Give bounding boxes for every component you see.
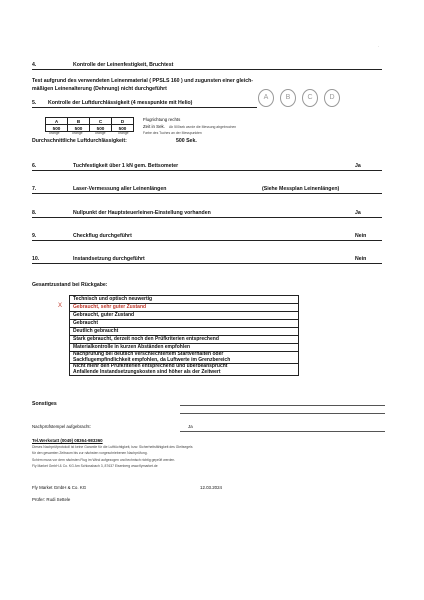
air-value-c: 500 — [90, 125, 112, 132]
condition-item-selected: Gebraucht, sehr guter Zustand — [70, 304, 298, 312]
sonstiges-line-2 — [180, 413, 385, 414]
examiner-name: Prüfer: Rudi Settele — [32, 497, 71, 502]
time-label: Zeit in Sek. — [143, 124, 165, 129]
condition-item-multiline — [70, 364, 298, 375]
color-d: orange — [118, 131, 129, 135]
stamp-underline — [180, 431, 385, 432]
condition-item: Technisch und optisch neuwertig — [70, 296, 298, 304]
test-text-line-1: Test aufgrund des verwendeten Leinenmaterial ( PPSLS 160 ) und zugunsten einer gleich- — [32, 78, 253, 84]
air-value-a: 500 — [46, 125, 68, 132]
section-10-underline — [32, 263, 382, 264]
measurement-point-d: D — [324, 89, 340, 107]
air-header-c: C — [90, 118, 112, 125]
sonstiges-label: Sonstiges — [32, 401, 57, 407]
section-5-number: 5. — [32, 100, 37, 106]
corner-mark: · — [378, 44, 380, 49]
condition-item-line: Anfallende Instandsetzungskosten sind höher als der Zeitwert — [73, 368, 221, 375]
section-8-number: 8. — [32, 210, 37, 216]
condition-check-mark: X — [58, 303, 63, 309]
section-8-answer: Ja — [355, 210, 361, 216]
section-8-title: Nullpunkt der Hauptsteuerleinen-Einstellung vorhanden — [73, 210, 211, 216]
report-date: 12.03.2024 — [200, 485, 222, 490]
air-permeability-table — [45, 117, 134, 132]
stamp-value: Ja — [188, 424, 193, 429]
air-header-b: B — [68, 118, 90, 125]
condition-item: Stark gebraucht, derzeit noch den Prüfkriterien entsprechend — [70, 336, 298, 344]
section-9-title: Checkflug durchgeführt — [73, 233, 132, 239]
measurement-point-c: C — [302, 89, 318, 107]
fine-print-line: für den gesamten Zeitraum bis zur nächsten vorgeschriebenen Nachprüfung. — [32, 451, 148, 455]
section-7-underline — [32, 193, 382, 194]
stamp-label: Nachprüfstempel aufgebracht: — [32, 424, 91, 429]
fine-print-line: Schirm muss vor dem nächsten Flug im Wind aufgezogen und technisch richtig geprüft werden. — [32, 458, 176, 462]
air-header-d: D — [112, 118, 134, 125]
condition-item-line: Nachprüfung bei deutlich verschlechtertem Startverhalten oder — [73, 351, 224, 357]
air-value-d: 500 — [112, 125, 134, 132]
color-a: orange — [49, 131, 60, 135]
sonstiges-line-1 — [180, 405, 385, 406]
air-value-b: 500 — [68, 125, 90, 132]
section-7-title: Laser-Vermessung aller Leinenlängen — [73, 186, 167, 192]
section-9-number: 9. — [32, 233, 37, 239]
color-c: orange — [95, 131, 106, 135]
section-10-answer: Nein — [355, 256, 367, 262]
section-6-answer: Ja — [355, 163, 361, 169]
section-10-title: Instandsetzung durchgeführt — [73, 256, 145, 262]
average-label: Durchschnittliche Luftdurchlässigkeit: — [32, 138, 127, 144]
condition-title: Gesamtzustand bei Rückgabe: — [32, 282, 108, 288]
measurement-point-a: A — [258, 89, 274, 107]
section-8-underline — [32, 217, 382, 218]
condition-item-line: Nicht mehr den Prüfkriterien entsprechend und überbeansprucht — [73, 363, 228, 370]
section-9-answer: Nein — [355, 233, 367, 239]
fine-print-line: Fly Market GmbH & Co. KG Am Schlossbach 3, 87637 Eisenberg www.flymarket.de — [32, 464, 158, 468]
condition-list — [69, 295, 299, 376]
section-10-number: 10. — [32, 256, 40, 262]
section-5-title: Kontrolle der Luftdurchlässigkeit (4 messpunkte mit Helio) — [48, 100, 193, 106]
measurement-point-b: B — [280, 89, 296, 107]
section-9-underline — [32, 240, 382, 241]
color-b: orange — [72, 131, 83, 135]
condition-item-line: Sackflugempfindlichkeit empfohlen, da Luftwerte im Grenzbereich — [73, 356, 231, 363]
test-text-line-2: mäßigen Leinenalterung (Dehnung) nicht durchgeführt — [32, 86, 167, 92]
section-4-underline — [32, 69, 382, 70]
condition-item: Materialkontrolle in kurzen Abständen empfohlen — [70, 344, 298, 352]
section-4-title: Kontrolle der Leinenfestigkeit, Bruchtest — [73, 62, 174, 68]
average-value: 500 Sek. — [176, 138, 197, 144]
section-6-underline — [32, 170, 382, 171]
air-header-a: A — [46, 118, 68, 125]
section-7-answer: (Siehe Messplan Leinenlängen) — [262, 186, 340, 192]
workshop-phone: Tel.Werkstatt (0049) 08364-983360 — [32, 438, 103, 443]
section-4-number: 4. — [32, 62, 37, 68]
section-5-underline — [32, 107, 257, 108]
company-name: Fly Market GmbH & Co. KG — [32, 485, 87, 490]
condition-item: Gebraucht, guter Zustand — [70, 312, 298, 320]
condition-item: Deutlich gebraucht — [70, 328, 298, 336]
section-6-number: 6. — [32, 163, 37, 169]
color-note: Farbe des Tuches an der Messpunkten — [143, 131, 202, 135]
fine-print-line: Dieses Nachprüfprotokoll ist keine Garantie für die Lufttüchtigkeit, bzw. Sicherheitsfähigkeit des Gleitsegels — [32, 445, 193, 449]
condition-item: Gebraucht — [70, 320, 298, 328]
abort-note: Ab 500sek wurde die Messung abgebrochen — [169, 125, 237, 129]
section-7-number: 7. — [32, 186, 37, 192]
flight-direction: Flugrichtung rechts — [143, 117, 181, 122]
section-6-title: Tuchfestigkeit über 1 kN gem. Bettsometer — [73, 163, 179, 169]
